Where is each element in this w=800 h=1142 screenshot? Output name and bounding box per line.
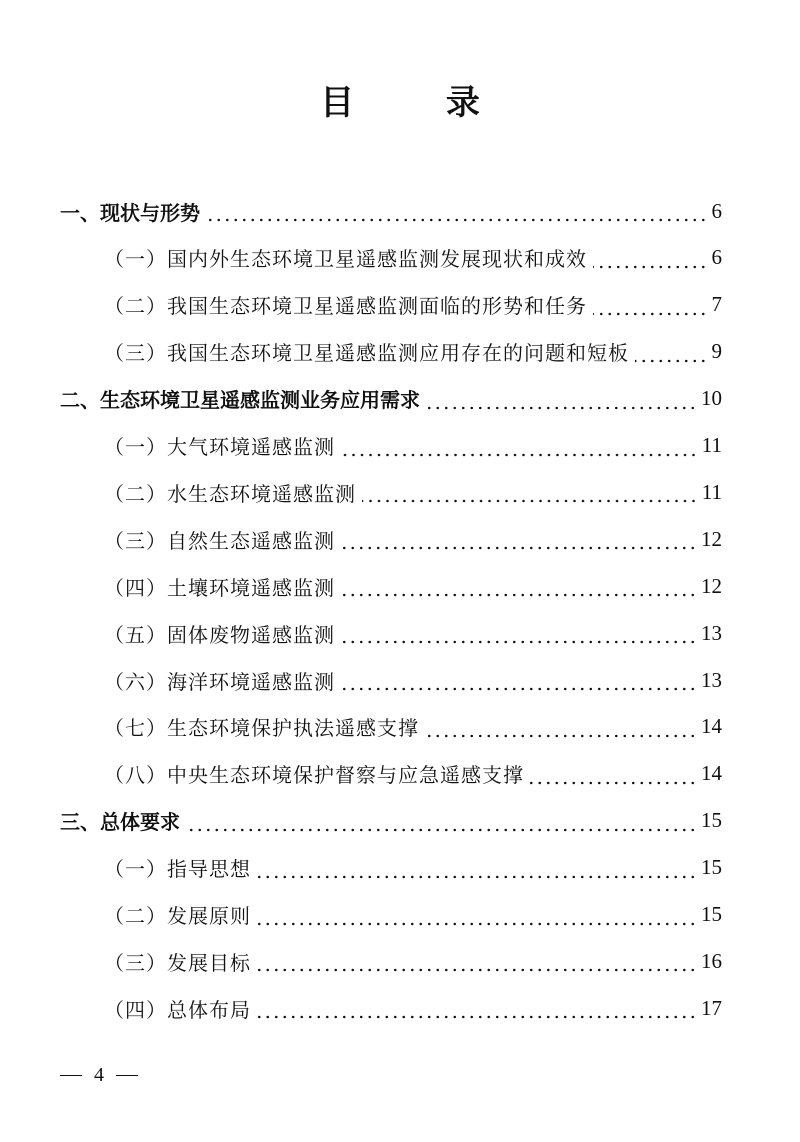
toc-dot-leader [362,499,698,503]
toc-entry-page-number: 14 [701,714,722,739]
toc-dot-leader [341,687,697,691]
toc-entry-page-number: 14 [701,761,722,786]
footer-dash-right [116,1075,138,1077]
toc-section-entry[interactable] [104,516,722,562]
toc-entry-page-number: 13 [701,620,722,645]
toc-dot-leader [257,875,697,879]
toc-entry-label: 一、现状与形势 [60,200,200,225]
toc-dot-leader [257,1015,697,1019]
toc-section-entry[interactable] [104,423,722,469]
toc-section-entry[interactable] [104,938,722,984]
toc-section-entry[interactable] [104,469,722,515]
toc-entry-label: （七）生态环境保护执法遥感支撑 [104,716,419,741]
toc-section-entry[interactable] [104,892,722,938]
toc-entry-label: （三）自然生态遥感监测 [104,528,335,553]
toc-dot-leader [341,453,698,457]
footer-page-number: 4 [94,1064,104,1086]
toc-entry-label: （一）指导思想 [104,857,251,882]
toc-entry-page-number: 15 [701,902,722,926]
toc-entry-page-number: 12 [701,573,722,598]
toc-entry-label: （一）大气环境遥感监测 [104,435,335,459]
toc-entry-page-number: 12 [701,526,722,551]
page-footer [60,1064,138,1087]
page-title: 目 录 [320,83,520,123]
toc-entry-label: （四）土壤环境遥感监测 [104,575,335,600]
footer-dash-left [60,1075,82,1077]
toc-entry-label: （五）固体废物遥感监测 [104,622,335,647]
toc-entry-label: （二）水生态环境遥感监测 [104,481,356,506]
toc-section-entry[interactable] [104,235,722,281]
toc-entry-label: 二、生态环境卫星遥感监测业务应用需求 [60,388,420,413]
toc-entry-label: （四）总体布局 [104,997,251,1022]
toc-dot-leader [425,734,697,738]
toc-entry-page-number: 6 [711,245,722,270]
toc-entry-label: （二）我国生态环境卫星遥感监测面临的形势和任务 [104,294,587,319]
toc-entry-page-number: 9 [711,339,722,364]
toc-section-entry[interactable] [104,704,722,750]
toc-entry-label: 三、总体要求 [60,810,180,835]
toc-section-entry[interactable] [104,329,722,375]
toc-entry-page-number: 11 [701,479,722,504]
toc-dot-leader [341,640,697,644]
toc-dot-leader [341,546,697,550]
toc-dot-leader [341,593,697,597]
toc-entry-label: （一）国内外生态环境卫星遥感监测发展现状和成效 [104,247,587,272]
toc-dot-leader [530,781,697,785]
toc-section-entry[interactable] [104,282,722,328]
toc-entry-page-number: 11 [701,433,722,457]
toc-section-entry[interactable] [104,610,722,656]
toc-entry-label: （二）发展原则 [104,904,251,928]
toc-dot-leader [186,828,697,832]
toc-entry-page-number: 10 [701,386,722,411]
toc-section-entry[interactable] [104,845,722,891]
toc-entry-page-number: 6 [711,198,722,223]
toc-entry-page-number: 15 [701,855,722,880]
toc-chapter-entry[interactable] [60,798,722,844]
toc-entry-label: （八）中央生态环境保护督察与应急遥感支撑 [104,763,524,788]
toc-dot-leader [593,312,708,316]
toc-entry-label: （六）海洋环境遥感监测 [104,669,335,694]
toc-section-entry[interactable] [104,657,722,703]
toc-entry-page-number: 17 [701,995,722,1020]
toc-dot-leader [206,218,708,222]
toc-entry-label: （三）我国生态环境卫星遥感监测应用存在的问题和短板 [104,341,629,366]
toc-dot-leader [257,922,697,926]
toc-section-entry[interactable] [104,563,722,609]
toc-entry-page-number: 16 [701,948,722,973]
toc-chapter-entry[interactable] [60,188,722,234]
toc-section-entry[interactable] [104,751,722,797]
toc-dot-leader [593,265,708,269]
toc-entry-page-number: 15 [701,808,722,833]
toc-dot-leader [257,968,697,972]
toc-dot-leader [426,406,697,410]
toc-dot-leader [635,359,708,363]
toc-entry-page-number: 7 [711,292,722,317]
toc-section-entry[interactable] [104,985,722,1031]
toc-chapter-entry[interactable] [60,376,722,422]
toc-entry-label: （三）发展目标 [104,950,251,975]
toc-entry-page-number: 13 [701,667,722,692]
